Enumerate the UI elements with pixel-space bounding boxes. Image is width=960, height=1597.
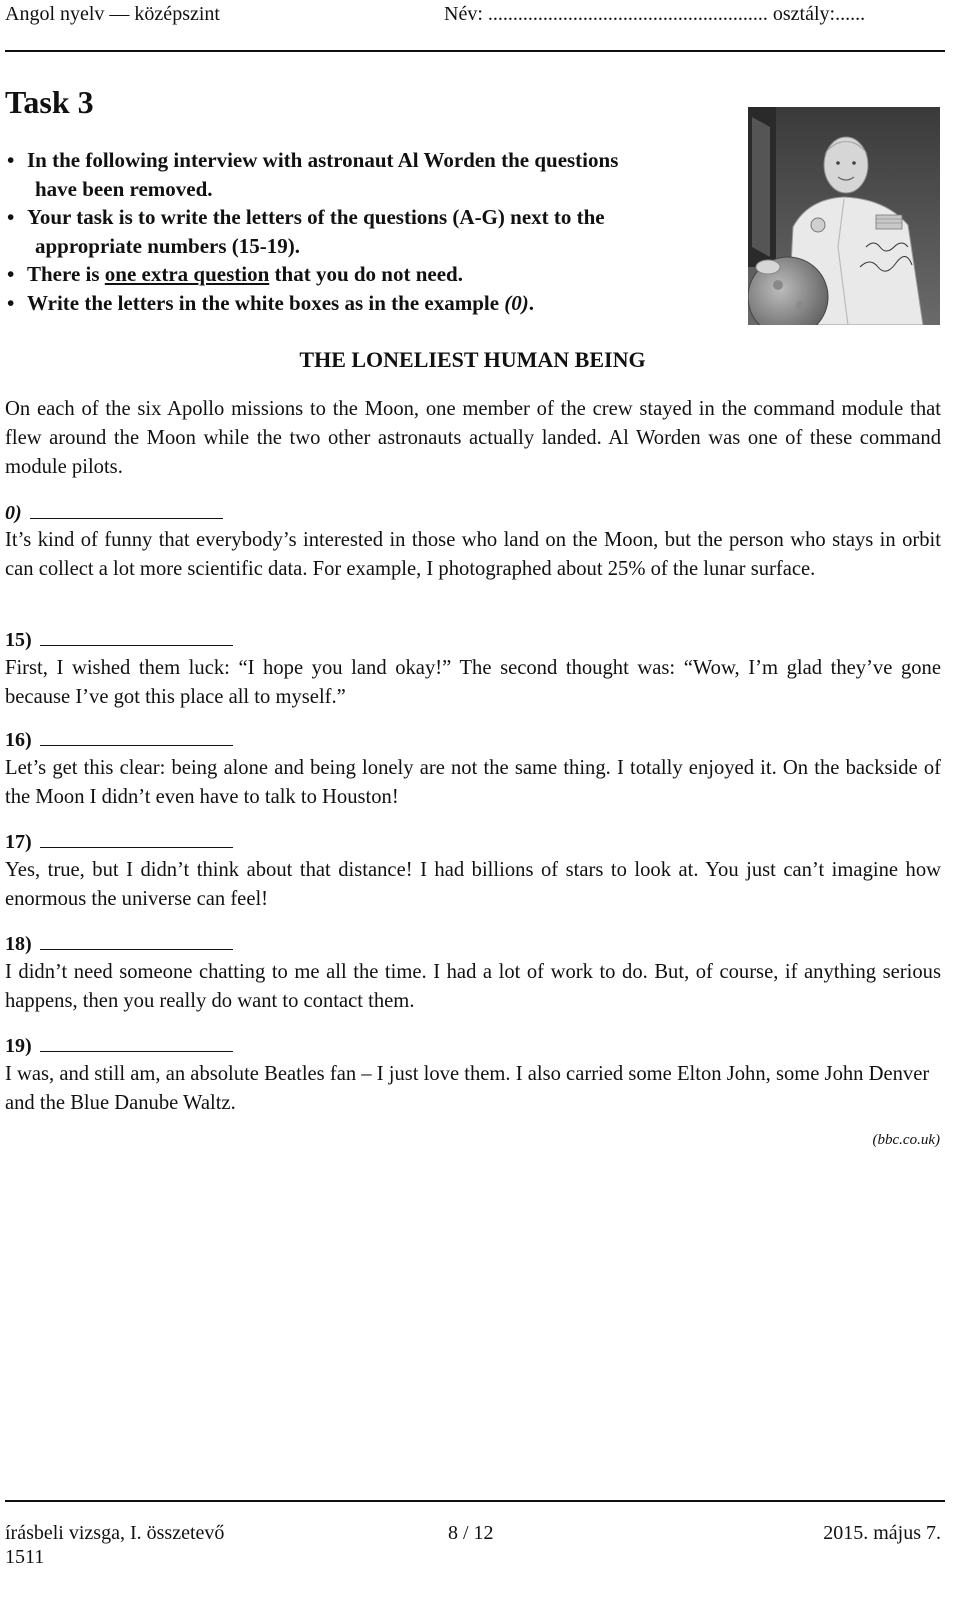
bullet-icon: • bbox=[7, 290, 15, 315]
question-slot-16 bbox=[5, 727, 233, 752]
bullet-icon: • bbox=[7, 262, 15, 286]
answer-blank[interactable] bbox=[40, 829, 233, 848]
name-class-line: Név: ........................................................ osztály:...... bbox=[444, 3, 866, 25]
instructions-list bbox=[5, 146, 745, 317]
instruction-item: • Your task is to write the letters of the questions (A-G) next to the appropriate numbers (15-19). bbox=[7, 205, 605, 258]
exam-code: 1511 bbox=[5, 1546, 45, 1568]
answer-blank[interactable] bbox=[40, 627, 233, 646]
bullet-icon: • bbox=[7, 205, 15, 229]
article-title: THE LONELIEST HUMAN BEING bbox=[299, 347, 646, 372]
question-slot-17 bbox=[5, 829, 233, 854]
question-slot-15 bbox=[5, 627, 233, 652]
header-rule bbox=[5, 50, 945, 52]
question-number: 19) bbox=[5, 1035, 32, 1057]
answer-paragraph: Let’s get this clear: being alone and being lonely are not the same thing. I totally enjoyed it. On the backside of the Moon I didn’t even have to talk to Houston! bbox=[5, 757, 941, 808]
question-slot-0 bbox=[5, 500, 223, 525]
page-number: 8 / 12 bbox=[448, 1522, 494, 1544]
astronaut-photo bbox=[748, 107, 940, 325]
question-number: 15) bbox=[5, 629, 32, 651]
example-marker: (0) bbox=[504, 290, 529, 315]
question-number: 0) bbox=[5, 502, 22, 524]
exam-date: 2015. május 7. bbox=[823, 1522, 941, 1544]
instruction-item: • Write the letters in the white boxes as in the example (0). bbox=[5, 289, 745, 318]
answer-paragraph: First, I wished them luck: “I hope you land okay!” The second thought was: “Wow, I’m glad they’ve gone because I’ve got this place all to myself.” bbox=[5, 657, 941, 708]
underlined-phrase: one extra question bbox=[104, 262, 270, 286]
answer-blank[interactable] bbox=[40, 727, 233, 746]
question-slot-19 bbox=[5, 1033, 233, 1058]
answer-paragraph: It’s kind of funny that everybody’s interested in those who land on the Moon, but the person who stays in orbit can collect a lot more scientific data. For example, I photographed about 25% of the lunar surface. bbox=[5, 529, 941, 580]
page-header bbox=[5, 3, 945, 29]
astronaut-photo-icon bbox=[748, 107, 940, 325]
bullet-icon: • bbox=[7, 148, 15, 172]
subject-label: Angol nyelv — középszint bbox=[5, 3, 220, 25]
instruction-item: • In the following interview with astronaut Al Worden the questions have been removed. bbox=[7, 148, 619, 201]
answer-blank[interactable] bbox=[30, 500, 223, 519]
question-number: 18) bbox=[5, 933, 32, 955]
question-number: 17) bbox=[5, 831, 32, 853]
instruction-item: • There is one extra question that you do not need. bbox=[5, 260, 745, 289]
answer-blank[interactable] bbox=[40, 1033, 233, 1052]
answer-paragraph: I was, and still am, an absolute Beatles fan – I just love them. I also carried some Elton John, some John Denver and the Blue Danube Waltz. bbox=[5, 1063, 930, 1114]
question-number: 16) bbox=[5, 729, 32, 751]
answer-paragraph: Yes, true, but I didn’t think about that distance! I had billions of stars to look at. You just can’t imagine how enormous the universe can feel! bbox=[5, 859, 941, 910]
task-title: Task 3 bbox=[5, 84, 94, 120]
footer-rule bbox=[5, 1500, 945, 1502]
answer-paragraph: I didn’t need someone chatting to me all the time. I had a lot of work to do. But, of course, if anything serious happens, then you really do want to contact them. bbox=[5, 961, 941, 1012]
question-slot-18 bbox=[5, 931, 233, 956]
answer-blank[interactable] bbox=[40, 931, 233, 950]
intro-paragraph: On each of the six Apollo missions to the Moon, one member of the crew stayed in the command module that flew around the Moon while the two other astronauts actually landed. Al Worden was one of these command module pilots. bbox=[5, 398, 941, 478]
source-citation: (bbc.co.uk) bbox=[872, 1132, 940, 1148]
exam-label: írásbeli vizsga, I. összetevő bbox=[5, 1522, 225, 1544]
